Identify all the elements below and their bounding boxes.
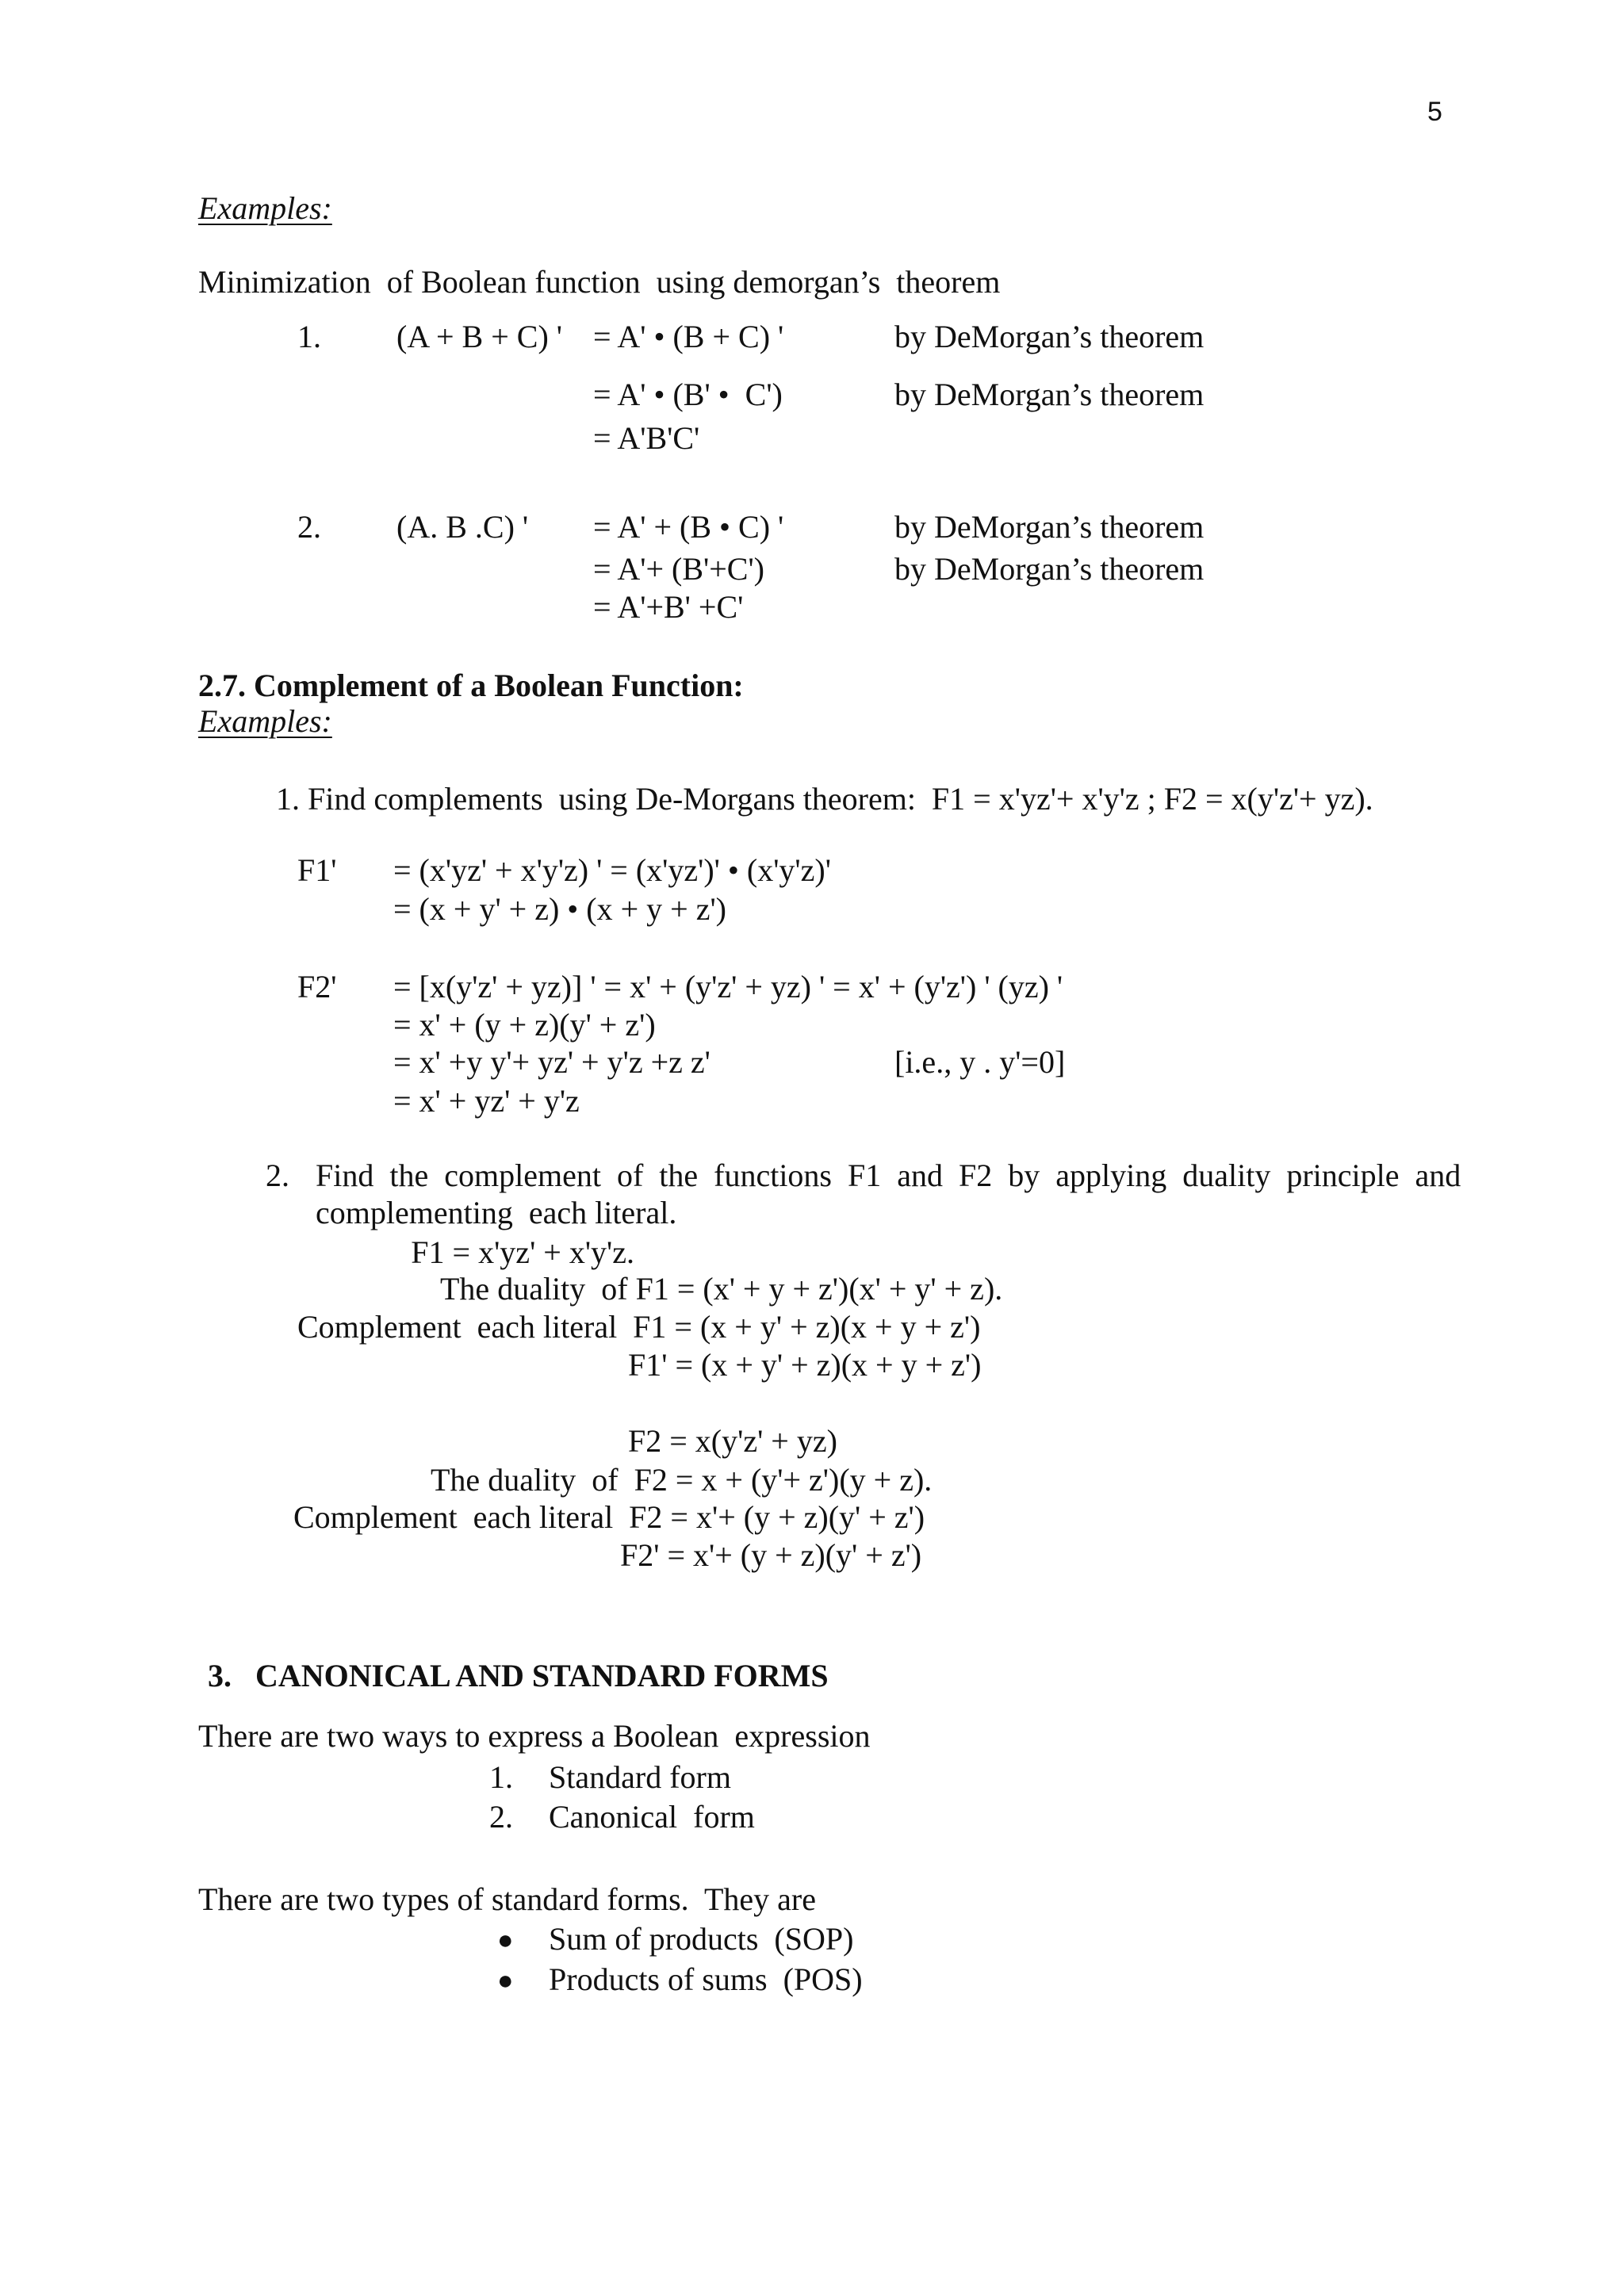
page-number: 5: [1427, 97, 1442, 127]
example-2-step: = A'+ (B'+C'): [593, 551, 764, 587]
f2-complement-line: = [x(y'z' + yz)] ' = x' + (y'z' + yz) ' = x' + (y'z') ' (yz) ': [393, 969, 1063, 1004]
f1-complement-label: F1': [297, 852, 337, 888]
duality-line: The duality of F1 = (x' + y + z')(x' + y' + z).: [440, 1271, 1003, 1307]
duality-line: F2' = x'+ (y + z)(y' + z'): [620, 1537, 922, 1573]
list-item-label: Standard form: [549, 1759, 731, 1795]
example-1-expression: (A + B + C) ': [396, 319, 563, 354]
example-1-reason: by DeMorgan’s theorem: [894, 319, 1205, 354]
duality-line: Complement each literal F1 = (x + y' + z)(x + y + z'): [297, 1309, 981, 1345]
example-1-number: 1.: [297, 319, 321, 354]
examples-heading: Examples:: [198, 190, 332, 226]
duality-line: Complement each literal F2 = x'+ (y + z)(y' + z'): [293, 1499, 925, 1535]
example-2-step: = A' + (B • C) ': [593, 509, 784, 545]
example-2-expression: (A. B .C) ': [396, 509, 529, 545]
bullet-icon: ●: [497, 1965, 514, 1996]
example-2-reason: by DeMorgan’s theorem: [894, 509, 1205, 545]
example-2-reason: by DeMorgan’s theorem: [894, 551, 1205, 587]
f1-complement-line: = (x + y' + z) • (x + y + z'): [393, 891, 726, 927]
section-2-7-examples-label: Examples:: [198, 703, 332, 739]
bullet-icon: ●: [497, 1925, 514, 1955]
f2-complement-note: [i.e., y . y'=0]: [894, 1044, 1066, 1080]
types-intro: There are two types of standard forms. They are: [198, 1881, 816, 1917]
complement-item-2-number: 2.: [266, 1158, 289, 1193]
section-2-7-title: 2.7. Complement of a Boolean Function:: [198, 668, 744, 703]
f2-complement-label: F2': [297, 969, 337, 1004]
section-3-title: 3. CANONICAL AND STANDARD FORMS: [208, 1658, 829, 1693]
section-3-intro: There are two ways to express a Boolean expression: [198, 1718, 871, 1754]
f2-complement-line: = x' +y y'+ yz' + y'z +z z': [393, 1044, 710, 1080]
list-item-label: Products of sums (POS): [549, 1961, 863, 1997]
example-1-step: = A' • (B' • C'): [593, 377, 783, 412]
duality-line: F2 = x(y'z' + yz): [628, 1423, 837, 1459]
list-item-label: Sum of products (SOP): [549, 1921, 854, 1957]
complement-item-2-line: complementing each literal.: [316, 1195, 677, 1230]
complement-item-1: 1. Find complements using De-Morgans theorem: F1 = x'yz'+ x'y'z ; F2 = x(y'z'+ yz).: [276, 781, 1373, 817]
minimization-intro: Minimization of Boolean function using demorgan’s theorem: [198, 264, 1001, 300]
example-2-number: 2.: [297, 509, 321, 545]
duality-line: F1 = x'yz' + x'y'z.: [411, 1234, 634, 1270]
duality-line: The duality of F2 = x + (y'+ z')(y + z).: [431, 1462, 933, 1498]
duality-line: F1' = (x + y' + z)(x + y + z'): [628, 1347, 982, 1383]
f2-complement-line: = x' + yz' + y'z: [393, 1083, 580, 1119]
f1-complement-line: = (x'yz' + x'y'z) ' = (x'yz')' • (x'y'z)': [393, 852, 831, 888]
example-1-step: = A' • (B + C) ': [593, 319, 784, 354]
example-1-reason: by DeMorgan’s theorem: [894, 377, 1205, 412]
example-2-step: = A'+B' +C': [593, 589, 744, 625]
complement-item-2-line: Find the complement of the functions F1 and F2 by applying duality principle and: [316, 1158, 1461, 1193]
f2-complement-line: = x' + (y + z)(y' + z'): [393, 1007, 656, 1043]
list-item-number: 2.: [489, 1799, 513, 1835]
list-item-number: 1.: [489, 1759, 513, 1795]
example-1-step: = A'B'C': [593, 420, 700, 456]
list-item-label: Canonical form: [549, 1799, 755, 1835]
